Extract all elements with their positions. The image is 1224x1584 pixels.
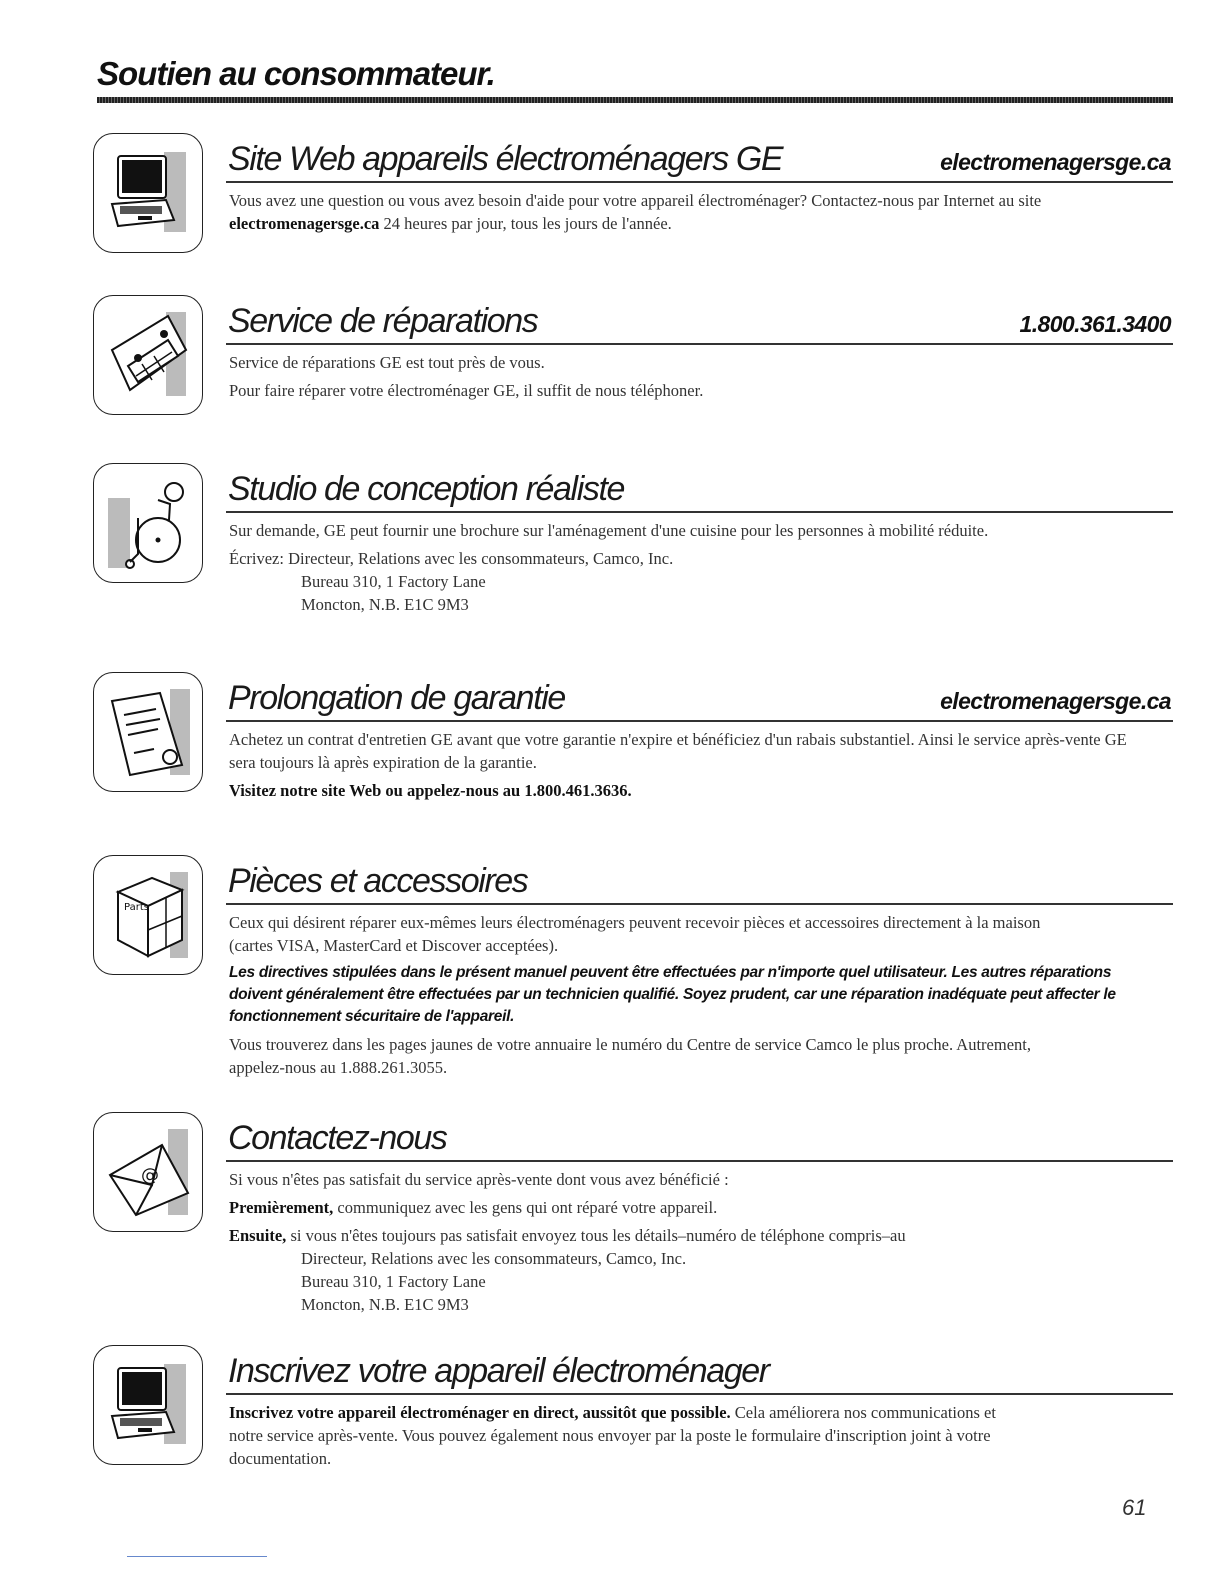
paragraph: Achetez un contrat d'entretien GE avant que votre garantie n'expire et bénéficiez d'un rabais substantiel. Ainsi le service après-vente GE sera toujours là après expiration de la garantie.	[229, 730, 1127, 772]
step-label: Premièrement,	[229, 1198, 334, 1217]
section-body	[229, 911, 1153, 1084]
section-register-appliance	[93, 1345, 1173, 1480]
section-header	[226, 463, 1173, 513]
address-line: Bureau 310, 1 Factory Lane	[301, 572, 486, 591]
icon-frame	[93, 133, 203, 253]
repair-phone-number[interactable]: 1.800.361.3400	[1019, 311, 1171, 337]
address-line: Moncton, N.B. E1C 9M3	[301, 595, 469, 614]
title-rule	[97, 97, 1173, 103]
svg-text:Parts: Parts	[124, 902, 149, 913]
section-contact-us	[93, 1112, 1173, 1322]
paragraph: Vous trouverez dans les pages jaunes de votre annuaire le numéro du Centre de service Camco le plus proche. Autrement, appelez-nous au 1.888.261.3055.	[229, 1035, 1031, 1077]
section-header	[226, 1112, 1173, 1162]
call-to-action	[229, 779, 1153, 802]
section-body	[229, 1401, 1153, 1475]
section-design-studio	[93, 463, 1173, 643]
page-title: Soutien au consommateur.	[97, 55, 495, 92]
step-text: communiquez avec les gens qui ont réparé votre appareil.	[333, 1198, 718, 1217]
icon-frame	[93, 463, 203, 583]
section-title: Service de réparations	[228, 302, 538, 340]
service-van-icon	[108, 310, 188, 400]
laptop-icon	[108, 1360, 188, 1450]
section-extended-warranty	[93, 672, 1173, 812]
section-header	[226, 672, 1173, 722]
svg-text:@: @	[141, 1165, 159, 1186]
step-label: Ensuite,	[229, 1226, 287, 1245]
website-link[interactable]: electromenagersge.ca	[229, 214, 380, 233]
section-body	[229, 519, 1153, 616]
paragraph: Pour faire réparer votre électroménager GE, il suffit de nous téléphoner.	[229, 381, 704, 400]
bold-lead: Inscrivez votre appareil électroménager en direct, aussitôt que possible.	[229, 1403, 731, 1422]
address-line: Directeur, Relations avec les consommateurs, Camco, Inc.	[301, 1249, 687, 1268]
section-header	[226, 133, 1173, 183]
section-title: Contactez-nous	[228, 1119, 447, 1157]
paragraph: Sur demande, GE peut fournir une brochure sur l'aménagement d'une cuisine pour les personnes à mobilité réduite.	[229, 521, 989, 540]
page-number: 61	[1122, 1495, 1147, 1520]
section-website	[93, 133, 1173, 258]
paragraph	[229, 1401, 1153, 1470]
write-label: Écrivez:	[229, 549, 284, 568]
section-title: Pièces et accessoires	[228, 862, 528, 900]
parts-box-icon	[108, 870, 190, 962]
email-envelope-icon	[108, 1127, 190, 1217]
section-title: Site Web appareils électroménagers GE	[228, 140, 783, 178]
icon-frame	[93, 672, 203, 792]
website-url[interactable]: electromenagersge.ca	[940, 149, 1171, 175]
icon-frame	[93, 1112, 203, 1232]
section-body	[229, 1168, 1153, 1316]
step-text: si vous n'êtes toujours pas satisfait envoyez tous les détails–numéro de téléphone compris–au	[286, 1226, 906, 1245]
icon-frame	[93, 1345, 203, 1465]
laptop-icon	[108, 148, 188, 238]
step-first	[229, 1196, 1153, 1219]
section-body	[229, 351, 1153, 407]
text-part: 24 heures par jour, tous les jours de l'année.	[379, 214, 672, 233]
icon-frame	[93, 855, 203, 975]
safety-warning: Les directives stipulées dans le présent manuel peuvent être effectuées par n'importe quel utilisateur. Les autres réparations doivent généralement être effectuées par un technicien qualifié. Soyez prudent, car une réparation inadéquate peut affecter le fonctionnement sécuritaire de l'appareil.	[229, 964, 1116, 1025]
paragraph: Ceux qui désirent réparer eux-mêmes leurs électroménagers peuvent recevoir pièces et accessoires directement à la maison (cartes VISA, MasterCard et Discover acceptées).	[229, 913, 1041, 955]
footer-rule	[127, 1556, 267, 1557]
warranty-url[interactable]: electromenagersge.ca	[940, 688, 1171, 714]
section-body	[229, 728, 1153, 807]
section-repair-service	[93, 295, 1173, 420]
step-then	[229, 1224, 1153, 1247]
mailing-address	[229, 547, 1153, 616]
text-part: Vous avez une question ou vous avez besoin d'aide pour votre appareil électroménager? Contactez-nous par Internet au site	[229, 191, 1042, 210]
address-line: Moncton, N.B. E1C 9M3	[301, 1295, 469, 1314]
wheelchair-icon	[108, 478, 188, 573]
mailing-address	[229, 1247, 1153, 1316]
section-header	[226, 295, 1173, 345]
section-header	[226, 855, 1173, 905]
icon-frame	[93, 295, 203, 415]
address-line: Bureau 310, 1 Factory Lane	[301, 1272, 486, 1291]
section-body	[229, 189, 1153, 240]
section-title: Prolongation de garantie	[228, 679, 565, 717]
address-line: Directeur, Relations avec les consommateurs, Camco, Inc.	[288, 549, 674, 568]
website-paragraph	[229, 189, 1153, 235]
warranty-contact[interactable]: Visitez notre site Web ou appelez-nous au 1.800.461.3636.	[229, 781, 632, 800]
paragraph: Si vous n'êtes pas satisfait du service après-vente dont vous avez bénéficié :	[229, 1170, 729, 1189]
section-title: Studio de conception réaliste	[228, 470, 625, 508]
section-parts-accessories	[93, 855, 1173, 1085]
text-part: Cela améliorera nos communications et notre service après-vente. Vous pouvez également nous envoyer par la poste le formulaire d'inscription joint à votre documentation.	[229, 1403, 996, 1468]
paragraph: Service de réparations GE est tout près de vous.	[229, 353, 545, 372]
section-header	[226, 1345, 1173, 1395]
warranty-certificate-icon	[108, 687, 192, 779]
section-title: Inscrivez votre appareil électroménager	[228, 1352, 769, 1390]
